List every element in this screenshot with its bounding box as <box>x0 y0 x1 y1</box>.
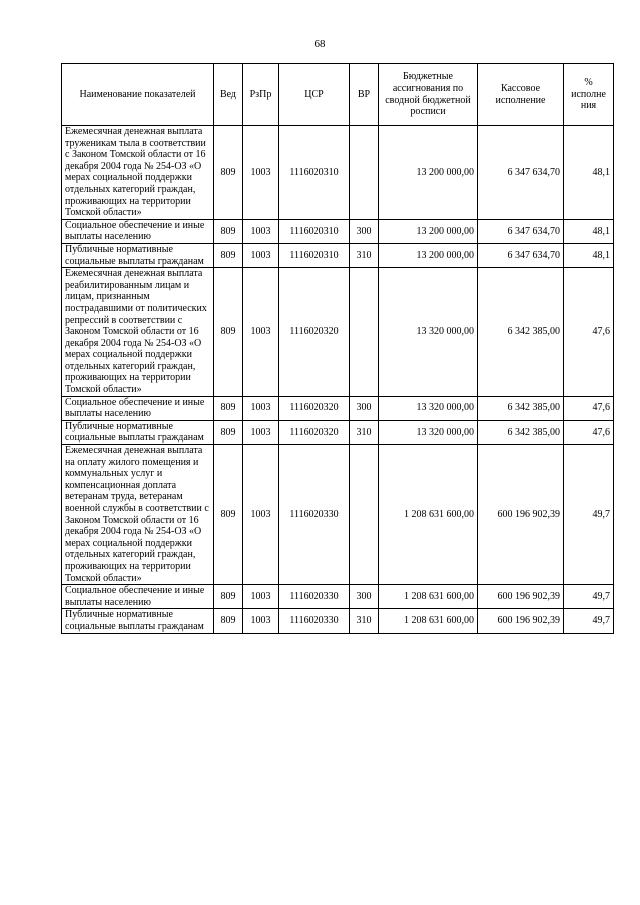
cell-name: Социальное обеспечение и иные выплаты населению <box>62 219 214 243</box>
cell-ved: 809 <box>214 396 243 420</box>
cell-csr: 1116020330 <box>279 445 350 585</box>
cell-percent: 48,1 <box>564 219 614 243</box>
cell-name: Публичные нормативные социальные выплаты гражданам <box>62 420 214 444</box>
cell-percent: 47,6 <box>564 396 614 420</box>
budget-execution-table <box>61 63 614 634</box>
cell-ved: 809 <box>214 243 243 267</box>
cell-name: Социальное обеспечение и иные выплаты населению <box>62 396 214 420</box>
cell-rzpr: 1003 <box>243 219 279 243</box>
cell-cash: 6 342 385,00 <box>478 396 564 420</box>
cell-ved: 809 <box>214 126 243 220</box>
cell-percent: 49,7 <box>564 445 614 585</box>
cell-budget: 1 208 631 600,00 <box>379 445 478 585</box>
cell-csr: 1116020330 <box>279 585 350 609</box>
cell-budget: 13 320 000,00 <box>379 268 478 397</box>
cell-budget: 13 200 000,00 <box>379 126 478 220</box>
cell-percent: 48,1 <box>564 126 614 220</box>
cell-name: Публичные нормативные социальные выплаты гражданам <box>62 609 214 633</box>
table-row <box>62 585 614 609</box>
cell-rzpr: 1003 <box>243 396 279 420</box>
cell-csr: 1116020320 <box>279 268 350 397</box>
header-csr: ЦСР <box>279 64 350 126</box>
cell-budget: 1 208 631 600,00 <box>379 609 478 633</box>
table-row <box>62 243 614 267</box>
cell-percent: 48,1 <box>564 243 614 267</box>
cell-name: Ежемесячная денежная выплата труженикам тыла в соответствии с Законом Томской области от 16 декабря 2004 года № 254-ОЗ «О мерах социальной поддержки отдельных категорий граждан, проживающих на территории Томской области» <box>62 126 214 220</box>
cell-ved: 809 <box>214 420 243 444</box>
cell-percent: 47,6 <box>564 420 614 444</box>
cell-csr: 1116020310 <box>279 126 350 220</box>
header-cash: Кассовое исполнение <box>478 64 564 126</box>
cell-name: Ежемесячная денежная выплата реабилитированным лицам и лицам, признанным пострадавшими от политических репрессий в соответствии с Законом Томской области от 16 декабря 2004 года № 254-ОЗ «О мерах социальной поддержки отдельных категорий граждан, проживающих на территории Томской области» <box>62 268 214 397</box>
cell-budget: 13 320 000,00 <box>379 420 478 444</box>
cell-name: Социальное обеспечение и иные выплаты населению <box>62 585 214 609</box>
cell-cash: 6 347 634,70 <box>478 126 564 220</box>
cell-csr: 1116020310 <box>279 219 350 243</box>
header-budget: Бюджетные ассигнования по сводной бюджетной росписи <box>379 64 478 126</box>
cell-vr: 300 <box>350 585 379 609</box>
cell-budget: 13 200 000,00 <box>379 243 478 267</box>
cell-budget: 13 200 000,00 <box>379 219 478 243</box>
cell-vr: 310 <box>350 243 379 267</box>
cell-ved: 809 <box>214 585 243 609</box>
cell-cash: 6 347 634,70 <box>478 219 564 243</box>
header-ved: Вед <box>214 64 243 126</box>
cell-vr <box>350 268 379 397</box>
table-header-row <box>62 64 614 126</box>
cell-vr: 300 <box>350 396 379 420</box>
cell-percent: 49,7 <box>564 609 614 633</box>
table-row <box>62 609 614 633</box>
cell-budget: 13 320 000,00 <box>379 396 478 420</box>
cell-cash: 600 196 902,39 <box>478 609 564 633</box>
cell-percent: 49,7 <box>564 585 614 609</box>
cell-rzpr: 1003 <box>243 445 279 585</box>
cell-percent: 47,6 <box>564 268 614 397</box>
table-row <box>62 268 614 397</box>
cell-rzpr: 1003 <box>243 126 279 220</box>
cell-rzpr: 1003 <box>243 268 279 397</box>
cell-vr: 310 <box>350 420 379 444</box>
cell-vr: 310 <box>350 609 379 633</box>
table-row <box>62 420 614 444</box>
header-vr: ВР <box>350 64 379 126</box>
cell-cash: 6 342 385,00 <box>478 268 564 397</box>
cell-cash: 6 342 385,00 <box>478 420 564 444</box>
header-rzpr: РзПр <box>243 64 279 126</box>
table-row <box>62 219 614 243</box>
cell-name: Публичные нормативные социальные выплаты гражданам <box>62 243 214 267</box>
cell-csr: 1116020310 <box>279 243 350 267</box>
page-number: 68 <box>314 38 326 50</box>
header-percent: % исполне ния <box>564 64 614 126</box>
cell-vr <box>350 126 379 220</box>
cell-rzpr: 1003 <box>243 585 279 609</box>
cell-cash: 6 347 634,70 <box>478 243 564 267</box>
cell-csr: 1116020330 <box>279 609 350 633</box>
cell-ved: 809 <box>214 268 243 397</box>
cell-csr: 1116020320 <box>279 396 350 420</box>
table-row <box>62 445 614 585</box>
table-row <box>62 126 614 220</box>
cell-ved: 809 <box>214 445 243 585</box>
cell-ved: 809 <box>214 219 243 243</box>
cell-cash: 600 196 902,39 <box>478 445 564 585</box>
cell-csr: 1116020320 <box>279 420 350 444</box>
table-row <box>62 396 614 420</box>
cell-cash: 600 196 902,39 <box>478 585 564 609</box>
cell-vr <box>350 445 379 585</box>
cell-rzpr: 1003 <box>243 243 279 267</box>
cell-rzpr: 1003 <box>243 609 279 633</box>
cell-name: Ежемесячная денежная выплата на оплату жилого помещения и коммунальных услуг и компенсационная доплата ветеранам труда, ветеранам военной службы в соответствии с Законом Томской области от 16 декабря 2004 года № 254-ОЗ «О мерах социальной поддержки отдельных категорий граждан, проживающих на территории Томской области» <box>62 445 214 585</box>
cell-ved: 809 <box>214 609 243 633</box>
cell-rzpr: 1003 <box>243 420 279 444</box>
cell-vr: 300 <box>350 219 379 243</box>
cell-budget: 1 208 631 600,00 <box>379 585 478 609</box>
header-name: Наименование показателей <box>62 64 214 126</box>
